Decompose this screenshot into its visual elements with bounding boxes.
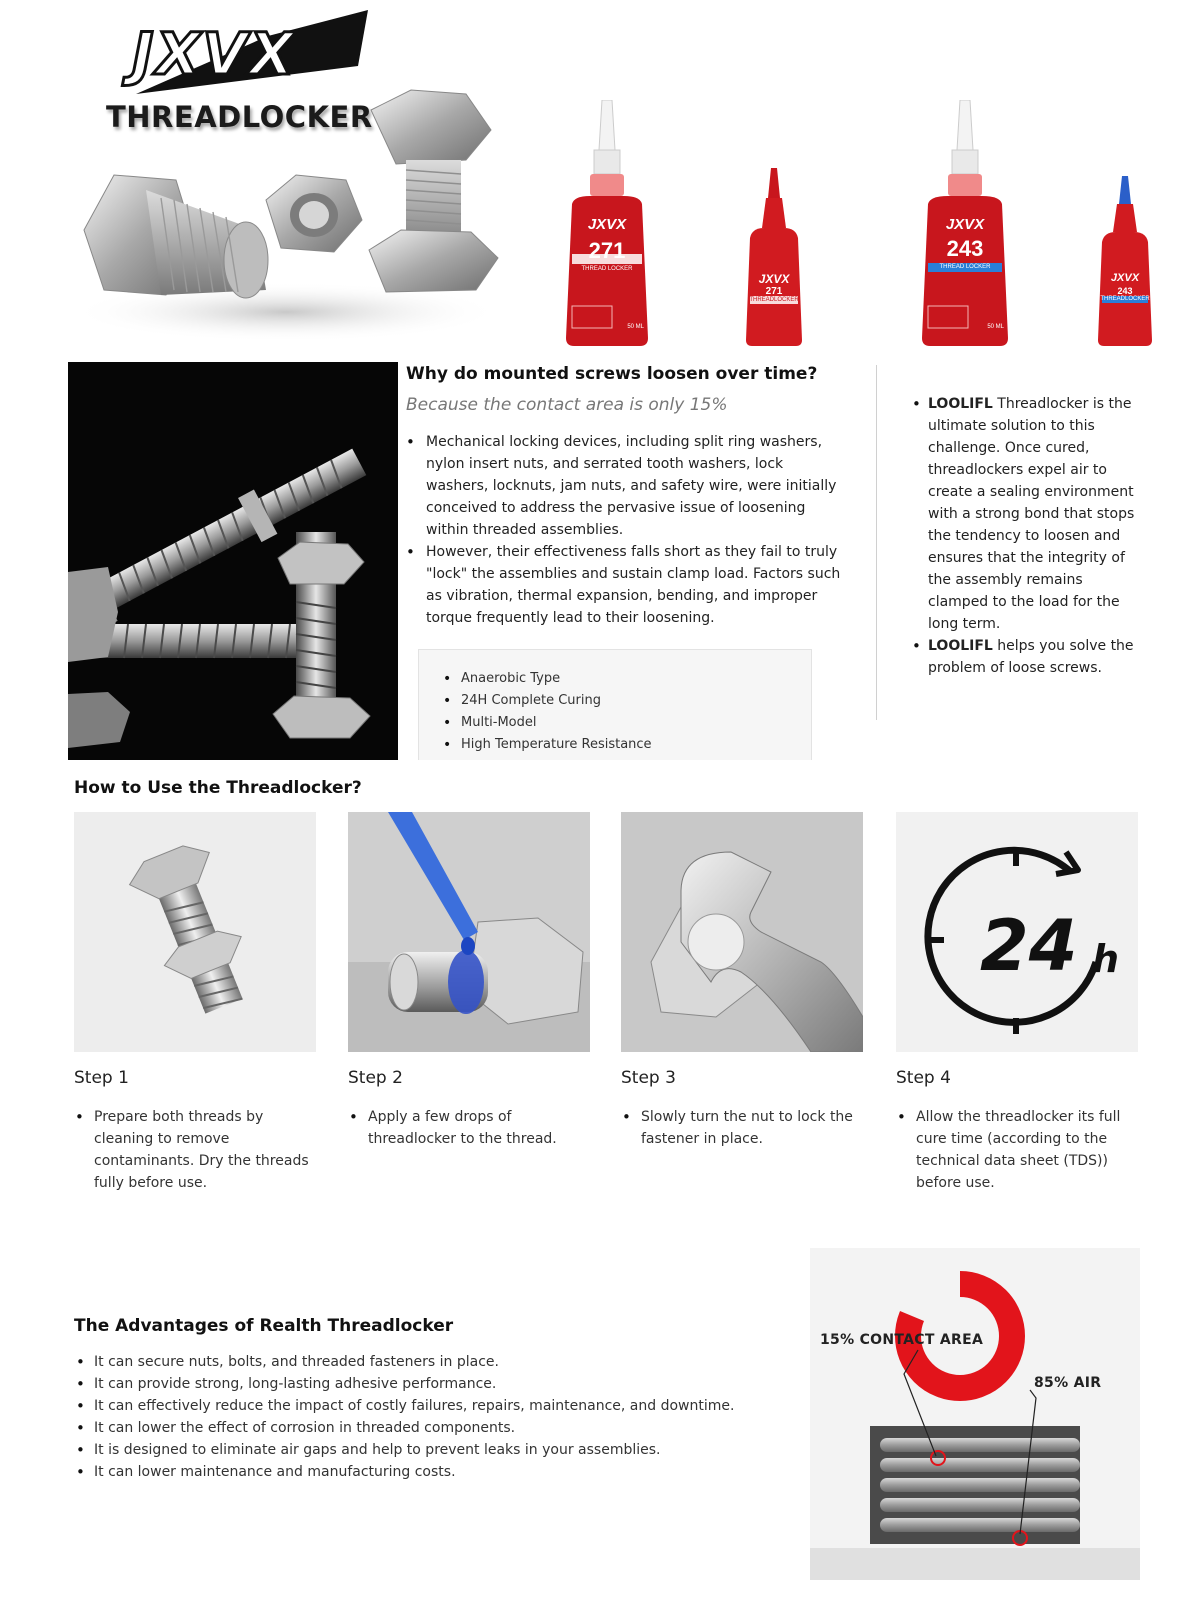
bottle-logo: JXVX: [945, 216, 985, 233]
applying-threadlocker-icon: [348, 812, 590, 1052]
step-1: [74, 812, 316, 1194]
step-list: [348, 1106, 590, 1150]
bolt-nut-icon: [74, 812, 316, 1052]
list-item: • It can secure nuts, bolts, and threaded fasteners in place.: [94, 1351, 794, 1373]
step-2-image: [348, 812, 590, 1052]
step-title: Step 3: [621, 1068, 676, 1088]
step-list: [621, 1106, 863, 1150]
advantages-title: The Advantages of Realth Threadlocker: [74, 1316, 454, 1336]
clock-unit: h: [1092, 937, 1120, 981]
feature-item: • 24H Complete Curing: [461, 690, 811, 712]
why-loosen-section: [406, 362, 848, 629]
solution-text: helps you solve the problem of loose screws.: [928, 638, 1134, 676]
bottle-number: 243: [1117, 286, 1133, 296]
step-list: [896, 1106, 1138, 1194]
bottle-tag: THREADLOCKER: [1100, 296, 1150, 302]
step-title: Step 4: [896, 1068, 951, 1088]
bolts-and-nuts-image: [66, 80, 516, 342]
list-item: • Apply a few drops of threadlocker to the thread.: [368, 1106, 590, 1150]
bottle-271-small: [742, 168, 806, 346]
step-list: [74, 1106, 316, 1194]
solution-list: [912, 393, 1137, 679]
bottle-logo: JXVX: [758, 272, 790, 286]
hero-banner: [0, 0, 1200, 355]
step-1-image: [74, 812, 316, 1052]
thread-contact-illustration: [810, 1248, 1140, 1580]
brand-name: LOOLIFL: [928, 638, 993, 654]
why-subtitle: Because the contact area is only 15%: [406, 395, 728, 415]
list-item: • It is designed to eliminate air gaps and help to prevent leaks in your assemblies.: [94, 1439, 794, 1461]
bottle-243-small-shape: [1094, 176, 1156, 346]
how-to-use-title: How to Use the Threadlocker?: [74, 778, 362, 798]
bottle-243-large: [918, 100, 1012, 346]
list-item: • However, their effectiveness falls short as they fail to truly "lock" the assemblies and sustain clamp load. Factors such as vibration, thermal expansion, bending, and improper torque frequently lead to their loosening.: [418, 541, 848, 629]
brand-subtitle: THREADLOCKER: [106, 100, 373, 134]
air-label: 85% AIR: [1034, 1375, 1102, 1391]
why-bullets: [406, 431, 848, 629]
bottle-243-small: [1094, 176, 1156, 346]
bottle-271-large: [562, 100, 652, 346]
bottle-tag: THREAD LOCKER: [581, 266, 633, 272]
list-item: • Prepare both threads by cleaning to remove contaminants. Dry the threads fully before use.: [94, 1106, 316, 1194]
bottle-number: 271: [765, 286, 783, 297]
brand-name: LOOLIFL: [928, 396, 993, 412]
list-item: • Slowly turn the nut to lock the fastener in place.: [641, 1106, 863, 1150]
advantages-list: [94, 1351, 794, 1483]
contact-area-label: 15% CONTACT AREA: [820, 1332, 984, 1348]
feature-item: • Anaerobic Type: [461, 668, 811, 690]
step-4-image: [896, 812, 1138, 1052]
list-item: • Allow the threadlocker its full cure time (according to the technical data sheet (TDS)) before use.: [916, 1106, 1138, 1194]
solution-column: [912, 393, 1137, 679]
bottle-tag: THREADLOCKER: [749, 297, 799, 303]
bottle-volume: 50 ML: [987, 324, 1004, 330]
list-item: [912, 393, 1137, 635]
list-item: [912, 635, 1137, 679]
bottle-logo: JXVX: [1110, 272, 1140, 284]
logo-wordmark: JXVX: [132, 20, 296, 88]
features-box: [418, 649, 812, 760]
list-item: • It can lower the effect of corrosion in threaded components.: [94, 1417, 794, 1439]
why-title: Why do mounted screws loosen over time?: [406, 364, 818, 384]
clock-number: 24: [980, 905, 1078, 987]
clock-24h-icon: [896, 812, 1138, 1052]
step-2: [348, 812, 590, 1150]
step-4: [896, 812, 1138, 1194]
contact-area-diagram: [810, 1248, 1140, 1580]
bottle-number: 243: [946, 236, 984, 261]
bottle-volume: 50 ML: [627, 324, 644, 330]
list-item: • It can provide strong, long-lasting adhesive performance.: [94, 1373, 794, 1395]
step-3-image: [621, 812, 863, 1052]
bottle-tag: THREAD LOCKER: [939, 264, 991, 270]
features-list: [419, 650, 811, 756]
screws-photo-art: [68, 362, 398, 760]
screws-photo: [68, 362, 398, 760]
bottle-271-small-shape: [742, 168, 806, 346]
list-item: • It can effectively reduce the impact of costly failures, repairs, maintenance, and downtime.: [94, 1395, 794, 1417]
step-3: [621, 812, 863, 1150]
bottle-logo: JXVX: [587, 216, 627, 233]
step-title: Step 2: [348, 1068, 403, 1088]
feature-item: • Multi-Model: [461, 712, 811, 734]
list-item: • It can lower maintenance and manufacturing costs.: [94, 1461, 794, 1483]
column-divider: [876, 365, 877, 720]
solution-text: Threadlocker is the ultimate solution to this challenge. Once cured, threadlockers expel air to create a sealing environment with a strong bond that stops the tendency to loosen and ensures that the integrity of the assembly remains clamped to the load for the long term.: [928, 396, 1135, 632]
feature-item: • High Temperature Resistance: [461, 734, 811, 756]
step-title: Step 1: [74, 1068, 129, 1088]
list-item: • Mechanical locking devices, including split ring washers, nylon insert nuts, and serrated tooth washers, lock washers, locknuts, jam nuts, and safety wire, were initially conceived to address the pervasive issue of loosening within threaded assemblies.: [418, 431, 848, 541]
wrench-icon: [621, 812, 863, 1052]
bottle-number: 271: [588, 238, 626, 263]
